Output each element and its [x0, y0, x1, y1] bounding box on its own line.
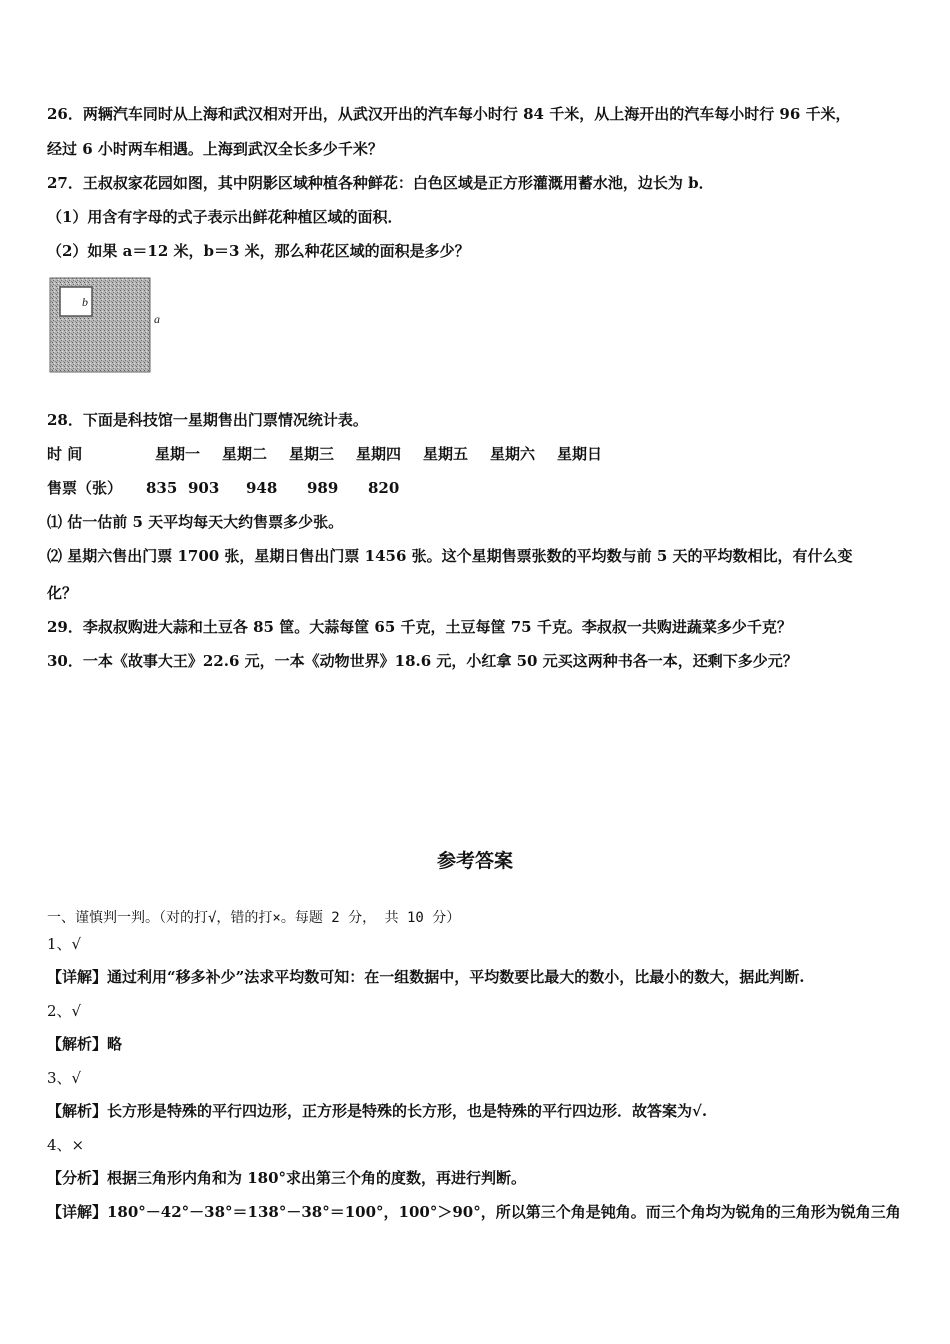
table-day: 星期二 [222, 445, 268, 463]
section1-heading: 一、谨慎判一判。（对的打√，错的打×。每题 2 分， 共 10 分） [47, 910, 461, 926]
label-a: a [154, 312, 160, 326]
table-value: 820 [368, 479, 400, 497]
table-day: 星期日 [557, 445, 603, 463]
garden-figure [49, 276, 169, 376]
q28-line1: 28．下面是科技馆一星期售出门票情况统计表。 [47, 411, 368, 429]
table-value-row [47, 478, 399, 498]
q30: 30．一本《故事大王》22.6 元，一本《动物世界》18.6 元，小红拿 50 元买这两种书各一本，还剩下多少元？ [47, 652, 798, 670]
q26-line1: 26．两辆汽车同时从上海和武汉相对开出，从武汉开出的汽车每小时行 84 千米，从上海开出的汽车每小时行 96 千米， [47, 105, 851, 123]
table-header-row [47, 444, 602, 464]
table-day: 星期三 [289, 445, 335, 463]
table-header-label: 时 间 [47, 445, 83, 463]
table-day: 星期一 [155, 445, 201, 463]
table-row-label: 售票（张） [47, 479, 123, 497]
answer-4-detail: 【详解】180°－42°－38°＝138°－38°＝100°，100°＞90°，所以第三个角是钝角。而三个角均为锐角的三角形为锐角三角 [47, 1203, 901, 1221]
q26-line2: 经过 6 小时两车相遇。上海到武汉全长多少千米？ [47, 140, 383, 158]
answers-title: 参考答案 [436, 850, 513, 872]
q28-part2-line1: ⑵ 星期六售出门票 1700 张，星期日售出门票 1456 张。这个星期售票张数的平均数与前 5 天的平均数相比，有什么变 [47, 547, 853, 565]
table-value: 903 [188, 479, 220, 497]
q29: 29．李叔叔购进大蒜和土豆各 85 筐。大蒜每筐 65 千克，土豆每筐 75 千克。李叔叔一共购进蔬菜多少千克？ [47, 618, 792, 636]
answer-1: 1、√ [47, 935, 82, 953]
table-day: 星期五 [423, 445, 469, 463]
answer-3: 3、√ [47, 1069, 82, 1087]
answer-1-detail: 【详解】通过利用“移多补少”法求平均数可知：在一组数据中，平均数要比最大的数小，比最小的数大，据此判断. [47, 968, 805, 986]
answer-4: 4、× [47, 1136, 85, 1154]
q28-part1: ⑴ 估一估前 5 天平均每天大约售票多少张。 [47, 513, 344, 531]
q28-part2-line2: 化？ [47, 584, 78, 602]
table-value: 989 [307, 479, 339, 497]
q27-part2: （2）如果 a＝12 米，b＝3 米，那么种花区域的面积是多少？ [47, 242, 470, 260]
answer-4-analysis: 【分析】根据三角形内角和为 180°求出第三个角的度数，再进行判断。 [47, 1169, 527, 1187]
table-day: 星期六 [490, 445, 536, 463]
table-value: 948 [246, 479, 278, 497]
answer-2-detail: 【解析】略 [47, 1035, 123, 1053]
table-value: 835 [146, 479, 178, 497]
q27-part1: （1）用含有字母的式子表示出鲜花种植区域的面积． [47, 208, 403, 226]
answer-2: 2、√ [47, 1002, 82, 1020]
q27-line1: 27．王叔叔家花园如图，其中阴影区域种植各种鲜花：白色区域是正方形灌溉用蓄水池，边长为 b． [47, 174, 714, 192]
label-b: b [82, 295, 88, 309]
table-day: 星期四 [356, 445, 402, 463]
answer-3-detail: 【解析】长方形是特殊的平行四边形，正方形是特殊的长方形，也是特殊的平行四边形．故答案为√. [47, 1102, 708, 1120]
